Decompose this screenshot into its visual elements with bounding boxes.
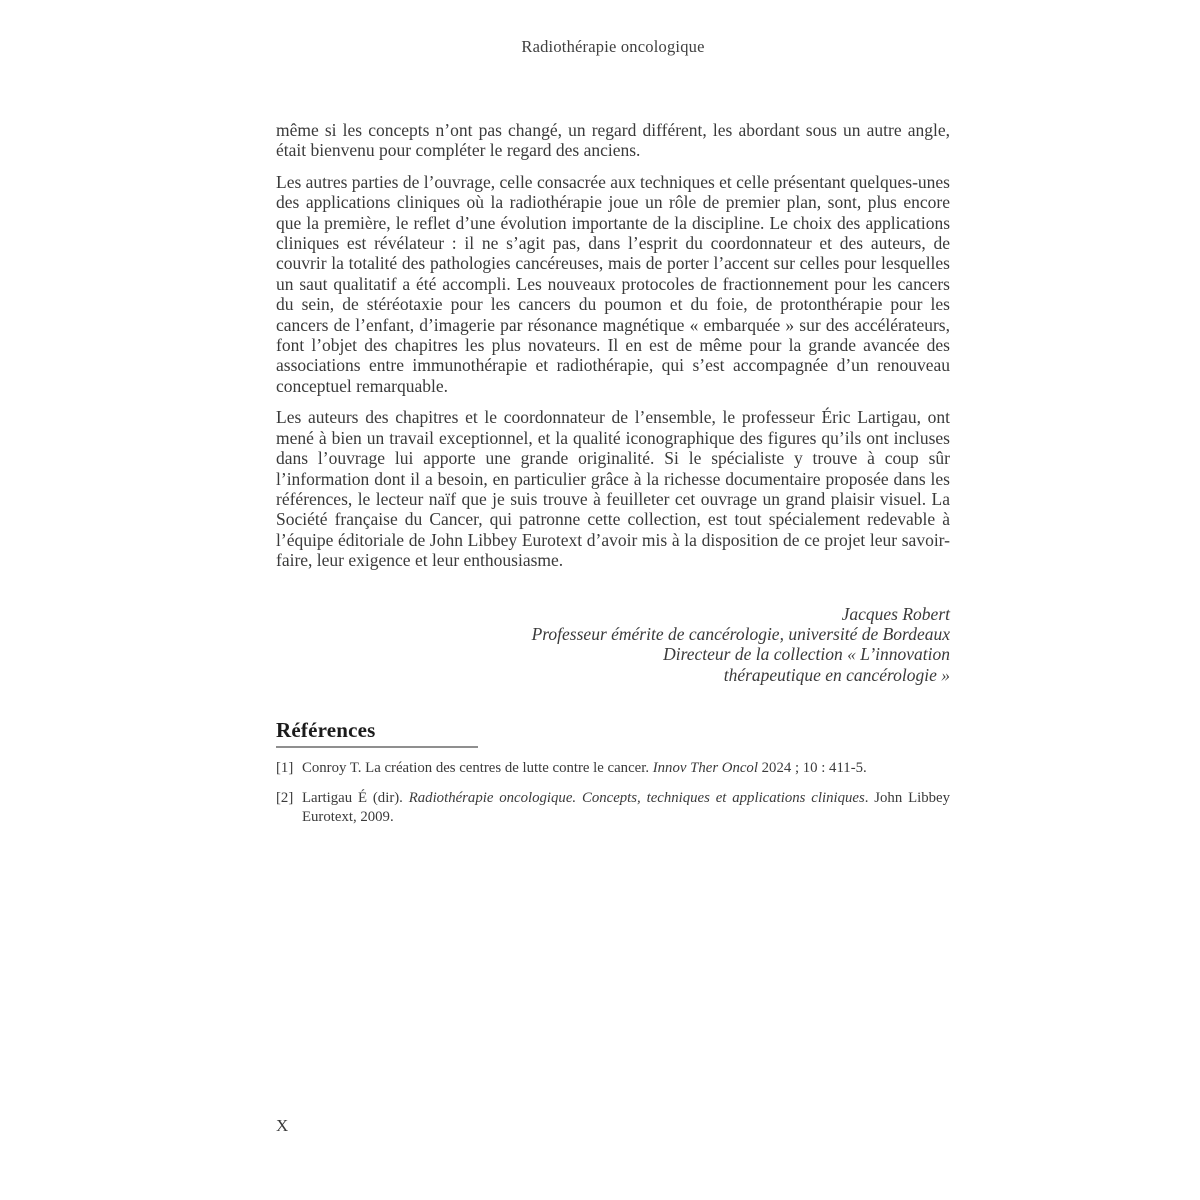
signature-block [276,604,950,686]
running-head: Radiothérapie oncologique [521,37,705,56]
reference-2-book-title: Radiothérapie oncologique. Concepts, techniques et applications cliniques [408,790,865,807]
paragraph-authors: Les auteurs des chapitres et le coordonnateur de l’ensemble, le professeur Éric Lartigau, ont mené à bien un travail exceptionnel, et la qualité iconographique des figures qu’ils ont incluses dans l’ouvrage lui apporte une grande originalité. Si le spécialiste y trouve à coup sûr l’information dont il a besoin, en particulier grâce à la richesse documentaire proposée dans les références, le lecteur naïf que je suis trouve à feuilleter cet ouvrage un grand plaisir visuel. La Société française du Cancer, qui patronne cette collection, est tout spécialement redevable à l’équipe éditoriale de John Libbey Eurotext d’avoir mis à la disposition de ce projet leur savoir-faire, leur exigence et leur enthousiasme. [276,407,950,571]
references-heading-rule [276,746,478,748]
reference-2-text: Lartigau É (dir). [302,790,409,807]
reference-1-text: Conroy T. La création des centres de lutte contre le cancer. [302,760,653,777]
references-list [276,759,950,827]
signature-collection-line1: Directeur de la collection « L’innovation [663,644,950,665]
signature-author-title: Professeur émérite de cancérologie, université de Bordeaux [531,623,950,644]
paragraph-continuation: même si les concepts n’ont pas changé, un regard différent, les abordant sous un autre angle, était bienvenu pour compléter le regard des anciens. [276,120,950,161]
page-content [276,120,950,838]
signature-collection-line2: thérapeutique en cancérologie » [723,664,950,685]
reference-item-1 [276,759,950,778]
reference-2-number: [2] [276,790,294,807]
references-heading: Références [276,718,376,743]
reference-2-citation-details: . John Libbey Eurotext, 2009. [302,790,950,826]
reference-1-journal: Innov Ther Oncol [652,760,758,777]
signature-author: Jacques Robert [841,603,950,624]
reference-item-2 [276,789,950,827]
reference-1-number: [1] [276,760,294,777]
page-number: X [276,1116,289,1135]
paragraph-book-parts: Les autres parties de l’ouvrage, celle consacrée aux techniques et celle présentant quelques-unes des applications cliniques où la radiothérapie joue un rôle de premier plan, sont, plus encore que la première, le reflet d’une évolution importante de la discipline. Le choix des applications cliniques est révélateur : il ne s’agit pas, dans l’esprit du coordonnateur et des auteurs, de couvrir la totalité des pathologies cancéreuses, mais de porter l’accent sur celles pour lesquelles un saut qualitatif a été accompli. Les nouveaux protocoles de fractionnement pour les cancers du sein, de stéréotaxie pour les cancers du poumon et du foie, de protonthérapie pour les cancers de l’enfant, d’imagerie par résonance magnétique « embarquée » sur des accélérateurs, font l’objet des chapitres les plus novateurs. Il en est de même pour la grande avancée des associations entre immunothérapie et radiothérapie, qui s’est accompagnée d’un renouveau conceptuel remarquable. [276,171,950,396]
reference-1-citation-details: 2024 ; 10 : 411-5. [757,760,867,777]
